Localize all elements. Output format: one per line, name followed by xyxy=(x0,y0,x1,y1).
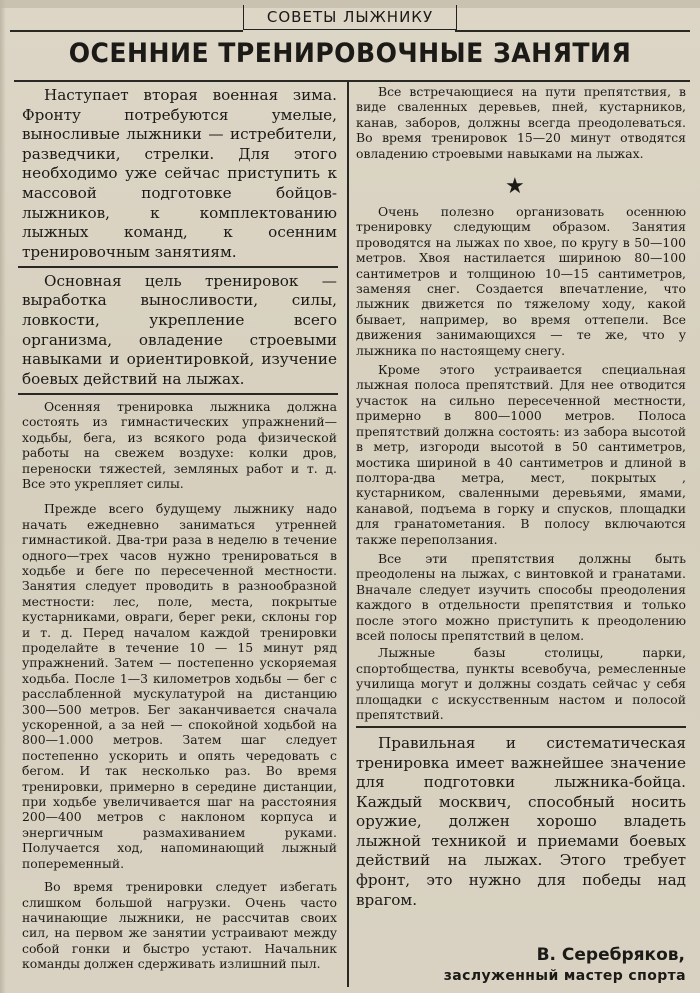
left-paragraph-3: Осенняя тренировка лыжника должна состоять из гимнастических упражнений—ходьбы, бега, из всякого рода физической работы на свежем воздухе: колки дров, переноски тяжестей, земляных работ и т. д. Все это укрепляет силы. xyxy=(22,398,337,491)
left-column xyxy=(22,86,337,972)
right-rule xyxy=(356,726,686,728)
rubric-heading: СОВЕТЫ ЛЫЖНИКУ xyxy=(243,5,457,30)
author-name: В. Серебряков, xyxy=(536,945,685,965)
right-paragraph-6: Правильная и систематическая тренировка имеет важнейшее значение для подготовки лыжника-бойца. Каждый москвич, способный носить оружие, должен хорошо владеть лыжной техникой и приемами боевых действий на лыжах. Этого требует фронт, это нужно для победы над врагом. xyxy=(356,733,686,909)
right-column-body xyxy=(356,204,686,910)
right-paragraph-3: Кроме этого устраивается специальная лыжная полоса препятствий. Для нее отводится участок на сильно пересеченной местности, примерно в 800—1000 метров. Полоса препятствий должна состоять: из забора высотой в метр, изгороди высотой в 50 сантиметров, мостика шириной в 40 сантиметров и длиной в полтора-два метра, мест, покрытых , кустарником, сваленными деревьями, ямами, канавой, подъема в горку и спусков, площадки для гранатометания. В полосу включаются также переползания. xyxy=(356,362,686,547)
left-paragraph-5: Во время тренировки следует избегать слишком большой нагрузки. Очень часто начинающие лыжники, не рассчитав своих сил, на первом же занятии устраивают между собой гонки и быстро устают. Начальник команды должен сдерживать излишний пыл. xyxy=(22,879,337,972)
left-page-edge xyxy=(0,0,6,993)
left-paragraph-2: Основная цель тренировок — выработка выносливости, силы, ловкости, укрепление всего организма, овладение строевыми навыками и ориентировкой, изучение боевых действий на лыжах. xyxy=(22,271,337,388)
left-paragraph-1: Наступает вторая военная зима. Фронту потребуются умелые, выносливые лыжники — истребители, разведчики, стрелки. Для этого необходимо уже сейчас приступить к массовой подготовке бойцов-лыжников, к комплектованию лыжных команд, к осенним тренировочным занятиям. xyxy=(22,86,337,261)
top-rule-right xyxy=(455,30,690,32)
right-column-top xyxy=(356,84,686,161)
column-divider xyxy=(347,82,349,987)
right-paragraph-5: Лыжные базы столицы, парки, спортобщества, пункты всевобуча, ремесленные училища могут и должны создать сейчас у себя площадки с искусственным настом и полосой препятствий. xyxy=(356,645,686,722)
author-title: заслуженный мастер спорта xyxy=(443,968,686,984)
headline-rule xyxy=(14,80,690,82)
right-paragraph-2: Очень полезно организовать осеннюю тренировку следующим образом. Занятия проводятся на лыжах по хвое, по кругу в 50—100 метров. Хвоя настилается шириною 80—100 сантиметров и толщиною 10—15 сантиметров, заменяя снег. Создается впечатление, что лыжник движется по тяжелому ходу, какой бывает, например, во время оттепели. Все движения занимающихся — те же, что у лыжника по настоящему снегу. xyxy=(356,204,686,358)
left-rule-1 xyxy=(18,266,338,268)
right-paragraph-1: Все встречающиеся на пути препятствия, в виде сваленных деревьев, пней, кустарников, канав, заборов, должны всегда преодолеваться. Во время тренировок 15—20 минут отводятся овладению строевыми навыками на лыжах. xyxy=(356,84,686,161)
left-rule-2 xyxy=(18,393,338,395)
right-paragraph-4: Все эти препятствия должны быть преодолены на лыжах, с винтовкой и гранатами. Вначале следует изучить способы преодоления каждого в отдельности препятствия и только после этого можно приступить к преодолению всей полосы препятствий в целом. xyxy=(356,550,686,643)
star-separator-icon: ★ xyxy=(505,174,525,199)
left-paragraph-4: Прежде всего будущему лыжнику надо начать ежедневно заниматься утренней гимнастикой. Два-три раза в неделю в течение одного—трех часов нужно тренироваться в ходьбе и беге по пересеченной местности. Занятия следует проводить в разнообразной местности: лес, поле, места, покрытые кустарниками, овраги, берег реки, склоны гор и т. д. Перед началом каждой тренировки проделайте в течение 10 — 15 минут ряд упражнений. Затем — постепенно ускоряемая ходьба. После 1—3 километров ходьбы — бег с расслабленной мускулатурой на дистанцию 300—500 метров. Бег заканчивается сначала ускоренной, а за ней — спокойной ходьбой на 800—1.000 метров. Затем шаг следует постепенно ускорить и опять чередовать с бегом. И так несколько раз. Во время тренировки, примерно в середине дистанции, при ходьбе увеличивается шаг на расстояния 200—400 метров с наклоном корпуса и энергичным размахиванием руками. Получается ход, напоминающий лыжный попеременный. xyxy=(22,501,337,871)
article-headline: ОСЕННИЕ ТРЕНИРОВОЧНЫЕ ЗАНЯТИЯ xyxy=(68,38,632,69)
top-rule xyxy=(10,30,243,32)
